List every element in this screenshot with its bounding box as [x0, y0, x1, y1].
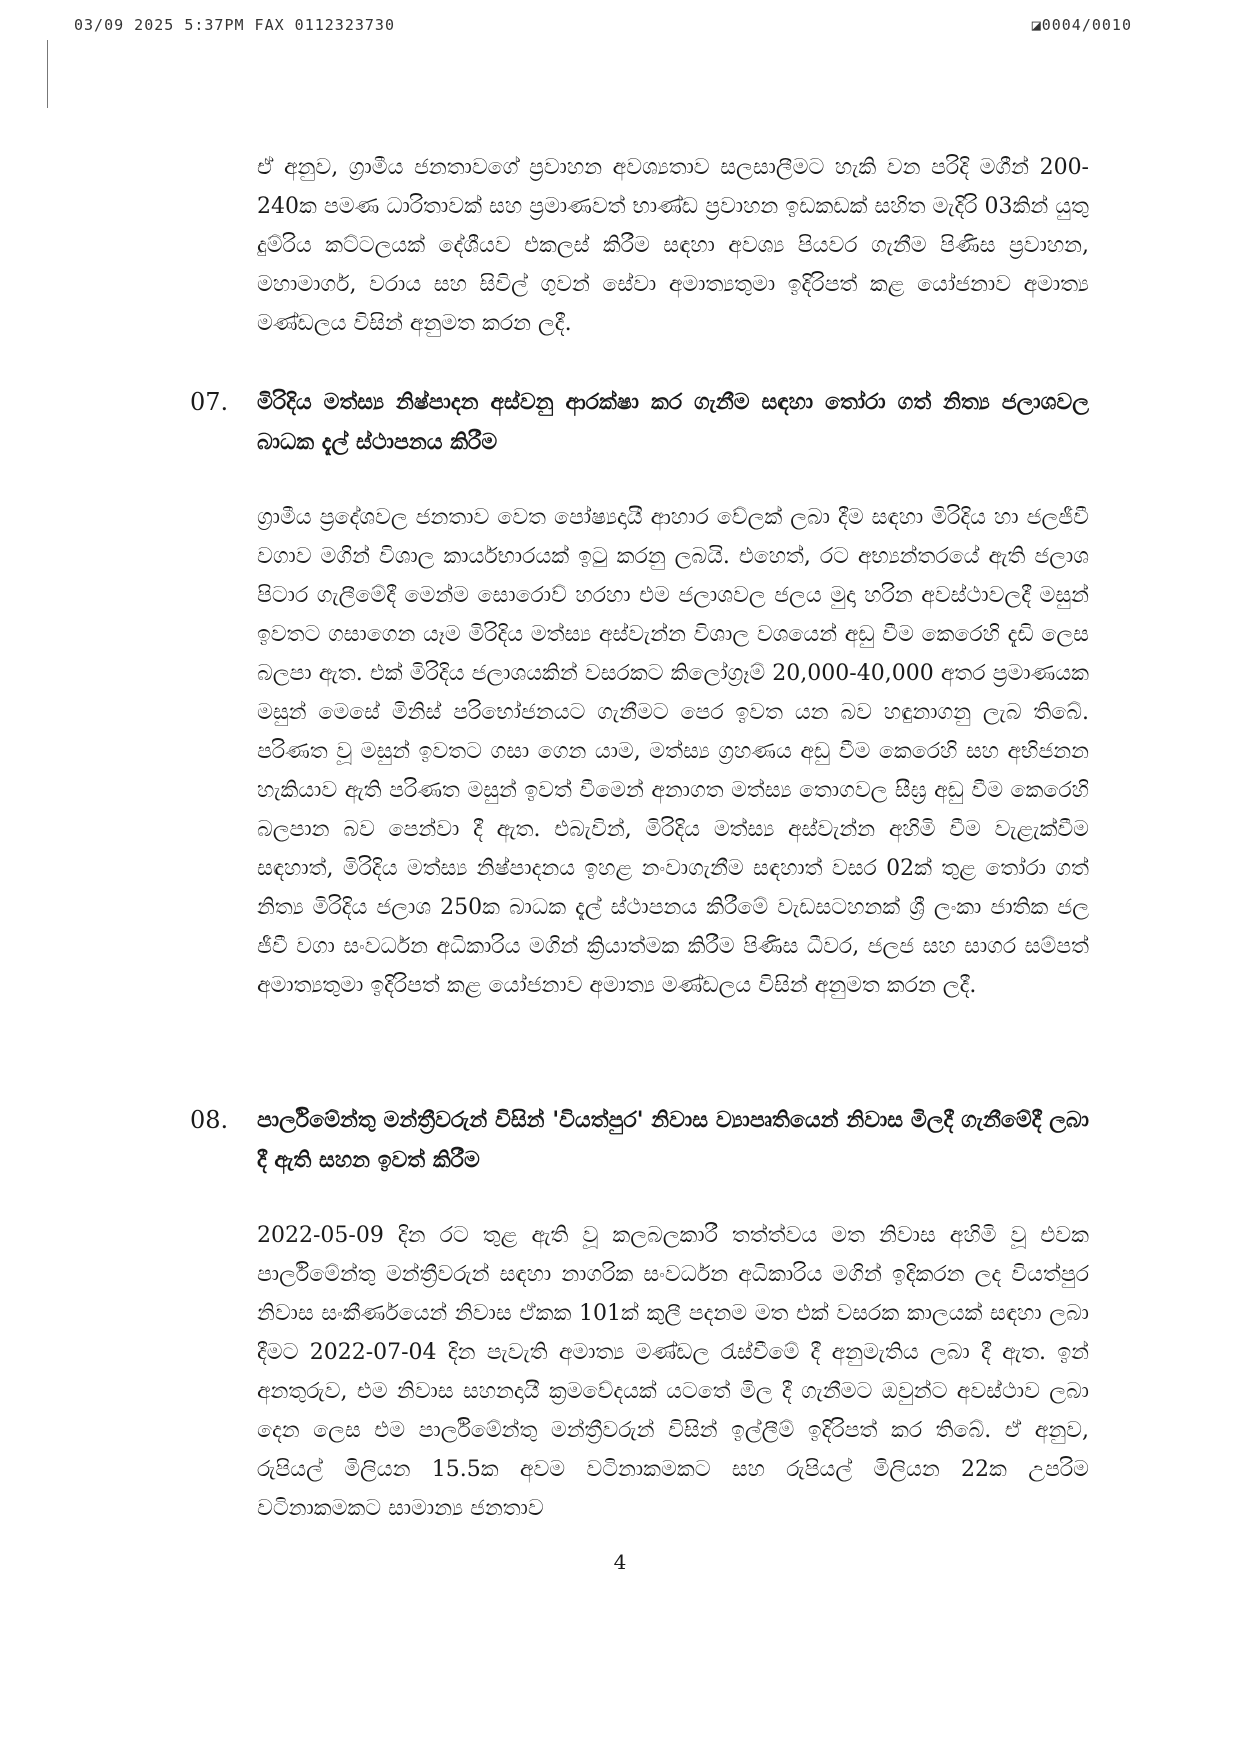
section-title: පාර්ලිමේන්තු මන්ත්‍රීවරුන් විසින් 'වියත්පුර' නිවාස ව්‍යාපෘතියෙන් නිවාස මිලදී ගැනීමේදී ලබා දී ඇති සහන ඉවත් කිරීම: [257, 1107, 1089, 1173]
section-number: 08.: [190, 1106, 229, 1134]
fax-header: [0, 16, 1240, 38]
paragraph-intro: ඒ අනුව, ග්‍රාමීය ජනතාවගේ ප්‍රවාහන අවශ්‍යතාව සලසාලීමට හැකි වන පරිදි මගීන් 200-240ක පමණ ධාරිතාවක් සහ ප්‍රමාණවත් භාණ්ඩ ප්‍රවාහන ඉඩකඩක් සහිත මැදිරි 03කින් යුතු දුම්රිය කට්ටලයක් දේශීයව එකලස් කිරීම සඳහා අවශ්‍ය පියවර ගැනීම පිණිස ප්‍රවාහන, මහාමාර්ග, වරාය සහ සිවිල් ගුවන් සේවා අමාත්‍යතුමා ඉදිරිපත් කළ යෝජනාව අමාත්‍ය මණ්ඩලය විසින් අනුමත කරන ලදී.: [257, 155, 1089, 336]
section-08-body: 2022-05-09 දින රට තුළ ඇති වූ කලබලකාරී තත්ත්වය මත නිවාස අහිමි වූ එවක පාර්ලිමේන්තු මන්ත්‍රීවරුන් සඳහා නාගරික සංවර්ධන අධිකාරිය මගින් ඉදිකරන ලද වියත්පුර නිවාස සංකීර්ණයෙන් නිවාස ඒකක 101ක් කුලී පදනම මත එක් වසරක කාලයක් සඳහා ලබා දීමට 2022-07-04 දින පැවැති අමාත්‍ය මණ්ඩල රැස්වීමේ දී අනුමැතිය ලබා දී ඇත. ඉන් අනතුරුව, එම නිවාස සහනදායී ක්‍රමවේදයක් යටතේ මිල දී ගැනීමට ඔවුන්ට අවස්ථාව ලබා දෙන ලෙස එම පාර්ලිමේන්තු මන්ත්‍රීවරුන් විසින් ඉල්ලීම් ඉදිරිපත් කර තිබේ. ඒ අනුව, රුපියල් මිලියන 15.5ක අවම වටිනාකමකට සහ රුපියල් මිලියන 22ක උපරිම වටිනාකමකට සාමාන්‍ය ජනතාව: [257, 1223, 1089, 1521]
fax-page-counter: ◪0004/0010: [1031, 16, 1132, 34]
page-number: 4: [613, 1550, 627, 1574]
section-title: මිරිදිය මත්ස්‍ය නිෂ්පාදන අස්වනු ආරක්ෂා කර ගැනීම සඳහා තෝරා ගත් නිත්‍ය ජලාශවල බාධක දැල් ස්ථාපනය කිරීම: [257, 389, 1089, 455]
scan-artifact-line: [47, 40, 48, 108]
section-07-body: ග්‍රාමීය ප්‍රදේශවල ජනතාව වෙත පෝෂ්‍යදායී ආහාර වේලක් ලබා දීම සඳහා මිරිදිය හා ජලජීවී වගාව මගින් විශාල කාර්යභාරයක් ඉටු කරනු ලබයි. එහෙත්, රට අභ්‍යන්තරයේ ඇති ජලාශ පිටාර ගැලීමේදී මෙන්ම සොරොව් හරහා එම ජලාශවල ජලය මුදා හරින අවස්ථාවලදී මසුන් ඉවතට ගසාගෙන යෑම මිරිදිය මත්ස්‍ය අස්වැන්න විශාල වශයෙන් අඩු වීම කෙරෙහි දැඩි ලෙස බලපා ඇත. එක් මිරිදිය ජලාශයකින් වසරකට කිලෝග්‍රෑම් 20,000-40,000 අතර ප්‍රමාණයක මසුන් මෙසේ මිනිස් පරිභෝජනයට ගැනීමට පෙර ඉවත යන බව හඳුනාගනු ලැබ තිබේ. පරිණත වූ මසුන් ඉවතට ගසා ගෙන යාම, මත්ස්‍ය ග්‍රහණය අඩු වීම කෙරෙහි සහ අභිජනන හැකියාව ඇති පරිණත මසුන් ඉවත් වීමෙන් අනාගත මත්ස්‍ය තොගවල සීඝ්‍ර අඩු වීම කෙරෙහි බලපාන බව පෙන්වා දී ඇත. එබැවින්, මිරිදිය මත්ස්‍ය අස්වැන්න අහිමි වීම වැළැක්වීම සඳහාත්, මිරිදිය මත්ස්‍ය නිෂ්පාදනය ඉහළ නංවාගැනීම සඳහාත් වසර 02ක් තුළ තෝරා ගත් නිත්‍ය මිරිදිය ජලාශ 250ක බාධක දැල් ස්ථාපනය කිරීමේ වැඩසටහනක් ශ්‍රී ලංකා ජාතික ජල ජීවී වගා සංවර්ධන අධිකාරිය මගින් ක්‍රියාත්මක කිරීම පිණිස ධීවර, ජලජ සහ සාගර සම්පත් අමාත්‍යතුමා ඉදිරිපත් කළ යෝජනාව අමාත්‍ය මණ්ඩලය විසින් අනුමත කරන ලදී.: [257, 505, 1089, 998]
section-number: 07.: [190, 388, 229, 416]
fax-transmission-info: 03/09 2025 5:37PM FAX 0112323730: [74, 16, 395, 34]
